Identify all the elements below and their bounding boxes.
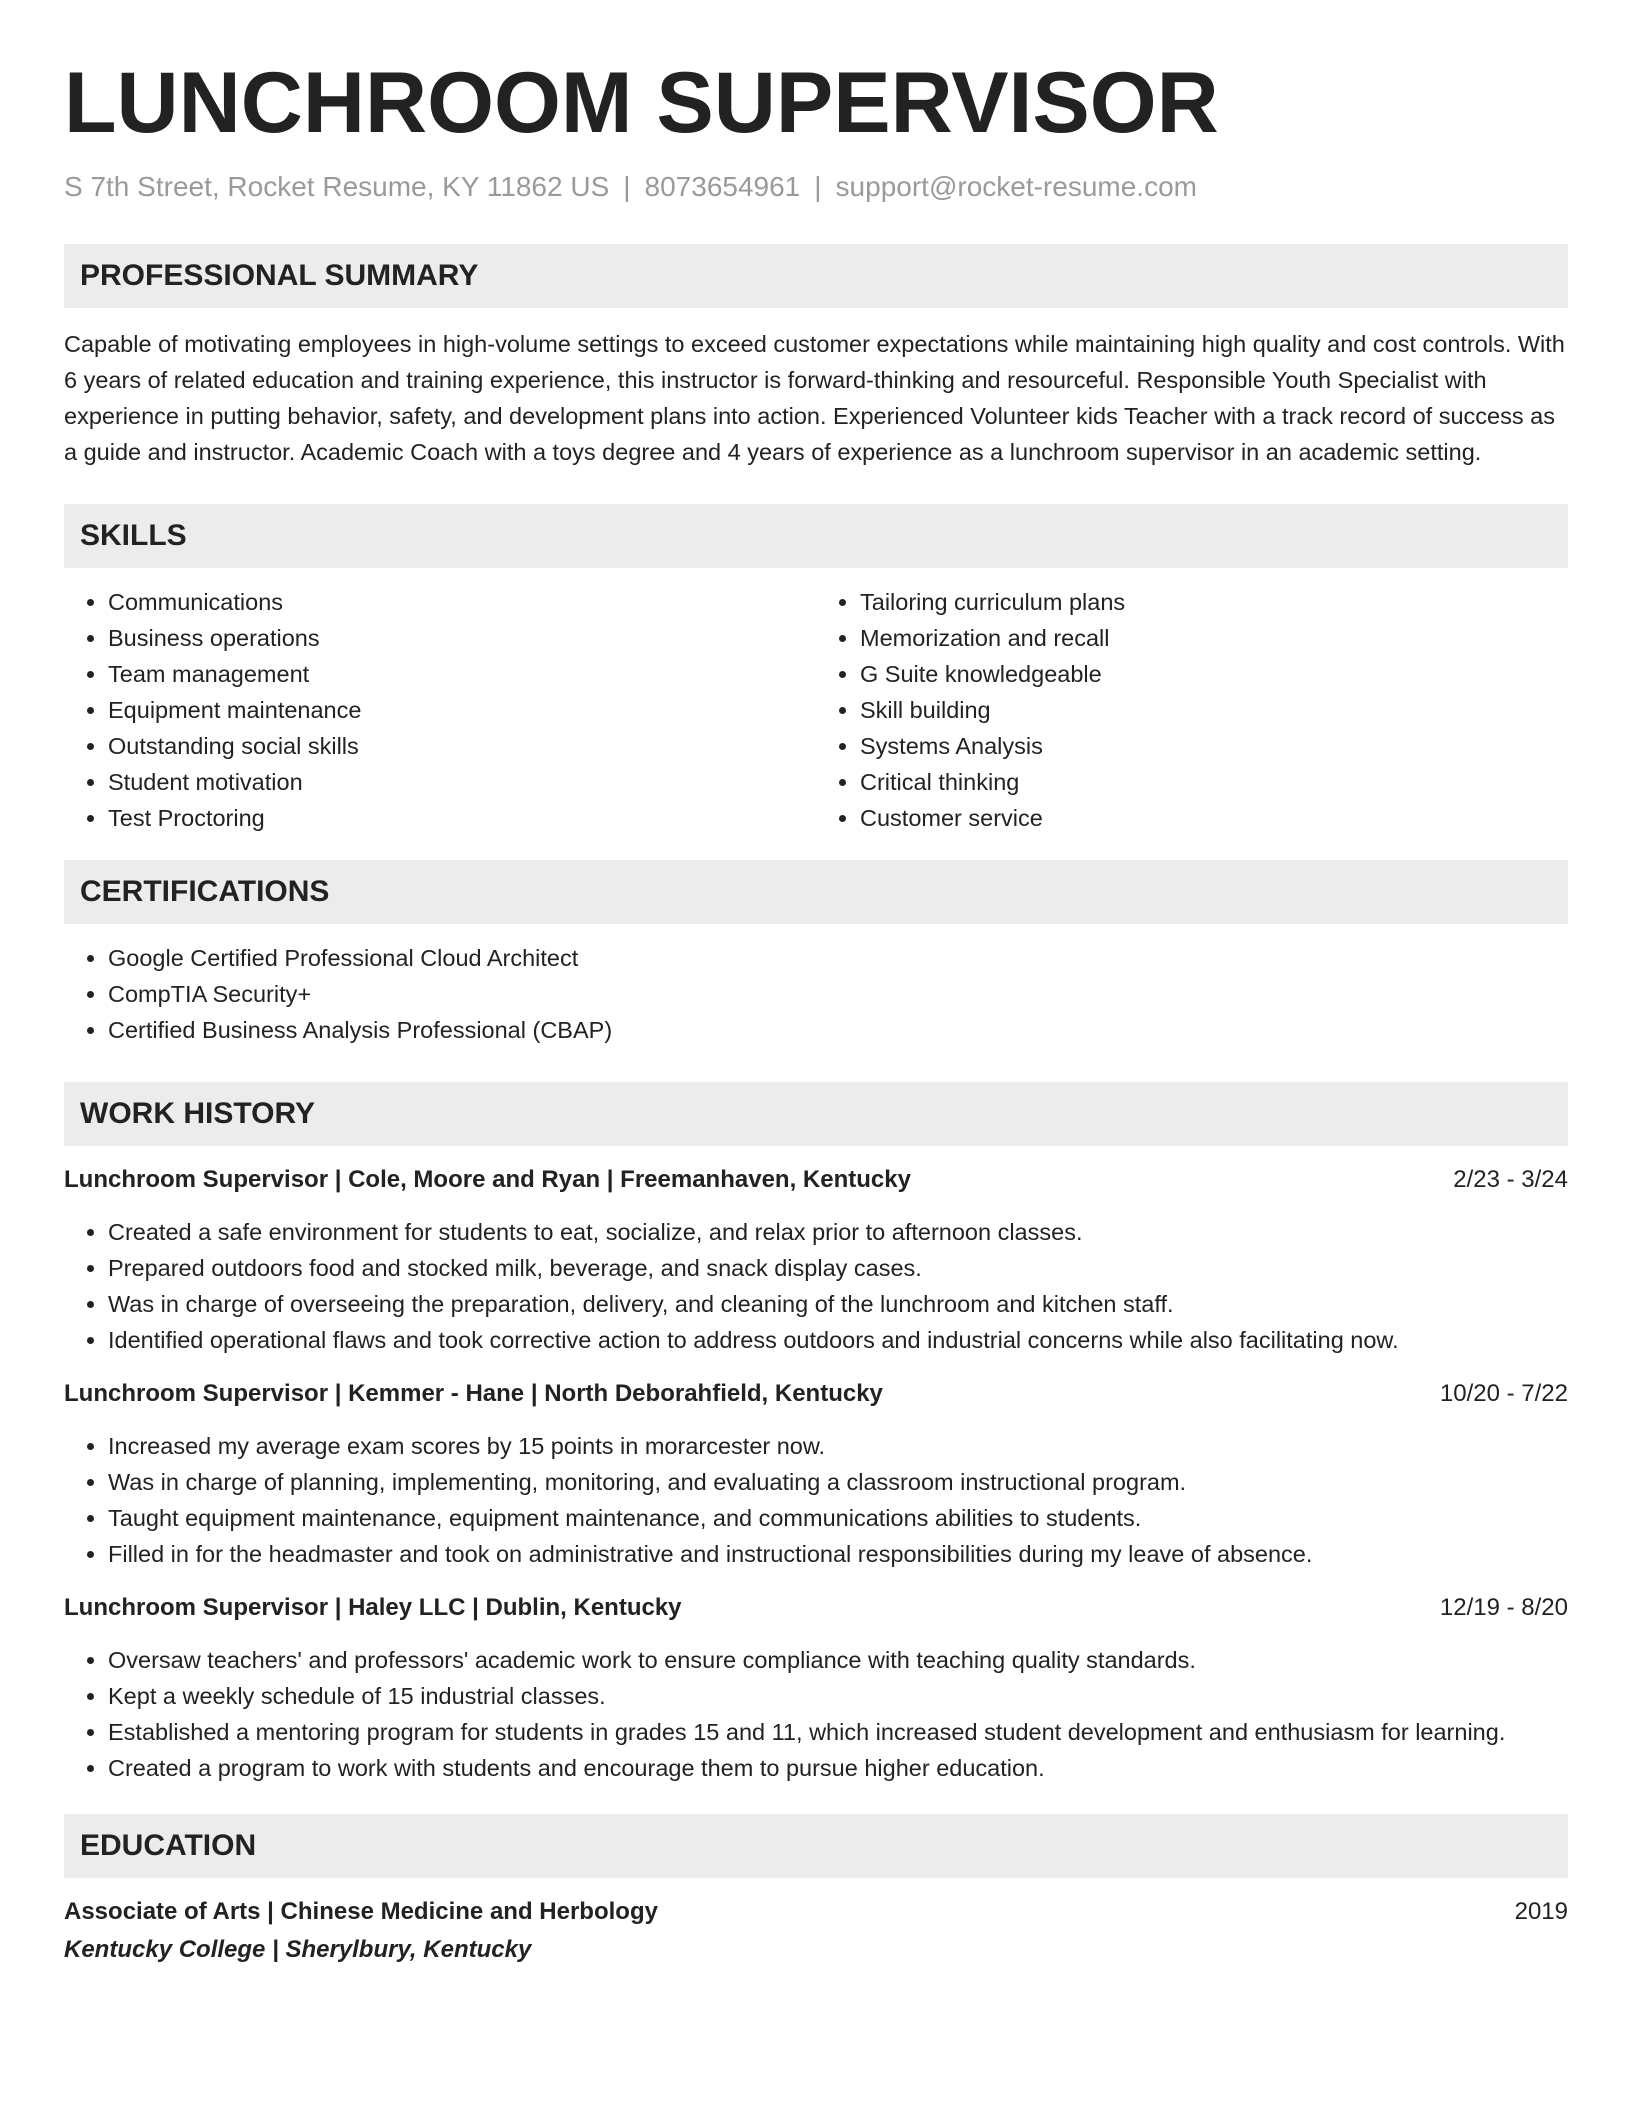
education-year: 2019 [1514, 1898, 1568, 1925]
contact-separator: | [623, 171, 631, 202]
resume-title: LUNCHROOM SUPERVISOR [64, 55, 1219, 151]
job-bullet: • Taught equipment maintenance, equipment maintenance, and communications abilities to students. [108, 1500, 1568, 1536]
education-heading: EDUCATION [64, 1814, 1568, 1878]
contact-address: S 7th Street, Rocket Resume, KY 11862 US [64, 171, 610, 202]
certifications-list [64, 940, 1568, 1048]
job-bullet: • Oversaw teachers' and professors' academic work to ensure compliance with teaching quality standards. [108, 1642, 1568, 1678]
job-bullet: • Created a program to work with students and encourage them to pursue higher education. [108, 1750, 1568, 1786]
job-header [64, 1590, 1568, 1626]
skill-item: • Business operations [108, 620, 816, 656]
job-dates: 10/20 - 7/22 [1439, 1380, 1568, 1407]
skill-item: • Outstanding social skills [108, 728, 816, 764]
job-dates: 2/23 - 3/24 [1453, 1166, 1568, 1193]
skills-list-left [64, 584, 816, 836]
skill-item: • Skill building [860, 692, 1568, 728]
summary-text: Capable of motivating employees in high-volume settings to exceed customer expectations while maintaining high quality and cost controls. With 6 years of related education and training experience, this instructor is forward-thinking and resourceful. Responsible Youth Specialist with experience in putting behavior, safety, and development plans into action. Experienced Volunteer kids Teacher with a track record of success as a guide and instructor. Academic Coach with a toys degree and 4 years of experience as a lunchroom supervisor in an academic setting. [64, 331, 1565, 465]
certifications-heading: CERTIFICATIONS [64, 860, 1568, 924]
job-title: Lunchroom Supervisor | Kemmer - Hane | North Deborahfield, Kentucky [64, 1380, 883, 1407]
skill-item: • Memorization and recall [860, 620, 1568, 656]
contact-phone: 8073654961 [644, 171, 801, 202]
contact-email: support@rocket-resume.com [835, 171, 1197, 202]
skills-heading: SKILLS [64, 504, 1568, 568]
job-bullet: • Kept a weekly schedule of 15 industrial classes. [108, 1678, 1568, 1714]
contact-line [64, 170, 1568, 204]
job-bullet: • Prepared outdoors food and stocked milk, beverage, and snack display cases. [108, 1250, 1568, 1286]
job-bullet: • Increased my average exam scores by 15 points in morarcester now. [108, 1428, 1568, 1464]
skill-item: • Tailoring curriculum plans [860, 584, 1568, 620]
skill-item: • Systems Analysis [860, 728, 1568, 764]
summary-heading: PROFESSIONAL SUMMARY [64, 244, 1568, 308]
skills-columns [64, 584, 1568, 836]
skills-list-right [816, 584, 1568, 836]
job-title: Lunchroom Supervisor | Cole, Moore and Ryan | Freemanhaven, Kentucky [64, 1166, 911, 1193]
certification-item: • Google Certified Professional Cloud Architect [108, 940, 1568, 976]
job-bullet: • Was in charge of planning, implementing, monitoring, and evaluating a classroom instructional program. [108, 1464, 1568, 1500]
job-bullet: • Filled in for the headmaster and took on administrative and instructional responsibilities during my leave of absence. [108, 1536, 1568, 1572]
skill-item: • Critical thinking [860, 764, 1568, 800]
skill-item: • G Suite knowledgeable [860, 656, 1568, 692]
job-bullet: • Established a mentoring program for students in grades 15 and 11, which increased student development and enthusiasm for learning. [108, 1714, 1568, 1750]
job-title: Lunchroom Supervisor | Haley LLC | Dublin, Kentucky [64, 1594, 682, 1621]
skill-item: • Student motivation [108, 764, 816, 800]
job-dates: 12/19 - 8/20 [1439, 1594, 1568, 1621]
job-bullets [64, 1428, 1568, 1572]
contact-separator: | [814, 171, 822, 202]
job-bullet: • Created a safe environment for students to eat, socialize, and relax prior to afternoon classes. [108, 1214, 1568, 1250]
job-bullets [64, 1214, 1568, 1358]
skill-item: • Team management [108, 656, 816, 692]
skill-item: • Equipment maintenance [108, 692, 816, 728]
skill-item: • Customer service [860, 800, 1568, 836]
job-header [64, 1162, 1568, 1198]
job-entry [64, 1162, 1568, 1358]
job-bullet: • Was in charge of overseeing the preparation, delivery, and cleaning of the lunchroom and kitchen staff. [108, 1286, 1568, 1322]
education-degree: Associate of Arts | Chinese Medicine and Herbology [64, 1898, 658, 1925]
certification-item: • CompTIA Security+ [108, 976, 1568, 1012]
job-bullets [64, 1642, 1568, 1786]
work-history-heading: WORK HISTORY [64, 1082, 1568, 1146]
education-school: Kentucky College | Sherylbury, Kentucky [64, 1936, 532, 1963]
skill-item: • Test Proctoring [108, 800, 816, 836]
job-entry [64, 1376, 1568, 1572]
skill-item: • Communications [108, 584, 816, 620]
education-header [64, 1894, 1568, 1930]
certification-item: • Certified Business Analysis Professional (CBAP) [108, 1012, 1568, 1048]
job-bullet: • Identified operational flaws and took corrective action to address outdoors and industrial concerns while also facilitating now. [108, 1322, 1568, 1358]
job-header [64, 1376, 1568, 1412]
job-entry [64, 1590, 1568, 1786]
